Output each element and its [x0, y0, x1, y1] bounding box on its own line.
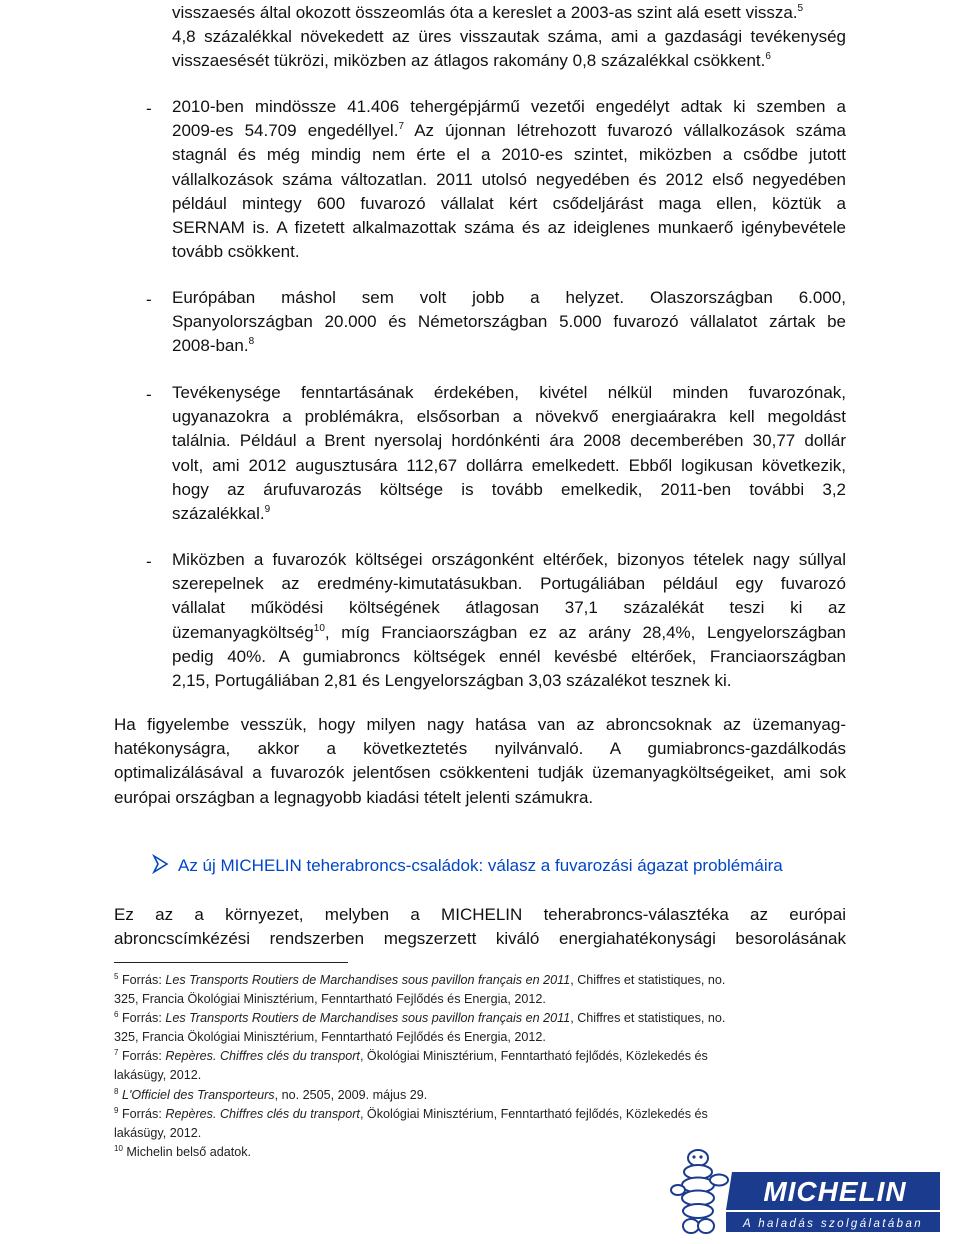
footnote-separator [114, 962, 348, 963]
section-heading: Az új MICHELIN teherabroncs-családok: válasz a fuvarozási ágazat problémáira [178, 856, 783, 875]
logo-tagline-text: A haladás szolgálatában [742, 1218, 924, 1230]
logo-brand-text: MICHELIN [763, 1176, 907, 1207]
bullet-4-line-3: vállalat működési költségének átlagosan 37,1 százalékát teszi ki az [172, 598, 846, 618]
footnote-ref-7[interactable]: 7 [398, 121, 404, 133]
bullet-3-line-5: hogy az árufuvarozás költsége is tovább emelkedik, 2011-ben további 3,2 [172, 479, 846, 499]
bullet-2-line-1: Európában máshol sem volt jobb a helyzet. Olaszországban 6.000, [172, 288, 846, 307]
intro-paragraph [172, 1, 846, 74]
arrow-bullet-icon [152, 853, 170, 875]
footnote-ref-9[interactable]: 9 [264, 504, 271, 516]
footnote-10: $^{10}$ Michelin belső adatok. [114, 1144, 252, 1159]
bullet-2-paragraph: Európában máshol sem volt jobb a helyzet. Olaszországban 6.000, Spanyolországban 20.000 és Németországban 5.000 fuvarozó vállalatot zártak be 2008-ban.$^8$ [172, 288, 846, 356]
bullet-1-line-4: vállalkozások száma változatlan. 2011 utolsó negyedében és 2012 első negyedében [172, 169, 846, 189]
intro-line-2: 4,8 százalékkal növekedett az üres visszautak száma, ami a gazdasági tevékenység [172, 27, 846, 47]
bullet-1-line-1: 2010-ben mindössze 41.406 tehergépjármű vezetői engedélyt adtak ki szemben a [172, 97, 846, 116]
bullet-1-line-3: stagnál és még mindig nem érte el a 2010-es szintet, miközben a csődbe jutott [172, 145, 846, 165]
bullet-1-line-7: tovább csökkent. [172, 242, 300, 262]
bullet-1-paragraph: 2010-ben mindössze 41.406 tehergépjármű vezetői engedélyt adtak ki szemben a 2009-es 54.709 engedéllyel.$^7$ Az újonnan létrehozott fuvarozó vállalkozások száma stagnál és még mindig nem érte el a 2010-es szintet, miközben a csődbe jutott vállalkozások száma változatlan. 2011 utolsó negyedében és 2012 első negyedében például mintegy 600 fuvarozó vállalat kért csődeljárást maga ellen, köztük a SERNAM is. A fizetett alkalmazottak száma és az ideiglenes munkaerő igénybevétele tovább csökkent. [172, 95, 846, 264]
footnote-9: $^9$ Forrás: Repères. Chiffres clés du transport, Ökológiai Minisztérium, Fenntartható fejlődés, Közlekedés és lakásügy, 2012. [114, 1106, 708, 1140]
closing-paragraph [114, 903, 846, 951]
bullet-3-line-1: Tevékenysége fenntartásának érdekében, kivétel nélkül minden fuvarozónak, [172, 383, 846, 402]
footnote-ref-6[interactable]: 6 [765, 51, 771, 63]
bullet-4-paragraph: Miközben a fuvarozók költségei országonként eltérőek, bizonyos tételek nagy súllyal szerepelnek az eredmény-kimutatásukban. Portugáliában például egy fuvarozó vállalat működési költségének átlagosan 37,1 százalékát teszi ki az üzemanyagköltség$^{10}$, míg Franciaországban ez az arány 28,4%, Lengyelországban pedig 40%. A gumiabroncs költségek ennél kevésbé eltérőek, Franciaországban 2,15, Portugáliában 2,81 és Lengyelországban 3,03 százalékot tesznek ki. [172, 548, 846, 693]
bullet-dash: - [146, 552, 152, 571]
bullet-dash: - [146, 385, 152, 404]
bullet-4-line-6: 2,15, Portugáliában 2,81 és Lengyelországban 3,03 százalékot tesznek ki. [172, 671, 732, 691]
conclusion-line-2: hatékonyságra, akkor a következtetés nyilvánvaló. A gumiabroncs-gazdálkodás [114, 739, 846, 759]
conclusion-line-1: Ha figyelembe vesszük, hogy milyen nagy hatása van az abroncsoknak az üzemanyag- [114, 715, 846, 734]
bullet-1-line-6: SERNAM is. A fizetett alkalmazottak száma és az ideiglenes munkaerő igénybevétele [172, 218, 846, 238]
conclusion-line-3: optimalizálásával a fuvarozók jelentősen csökkenteni tudják üzemanyagköltségeiket, ami sok [114, 763, 846, 783]
closing-line-1: Ez az a környezet, melyben a MICHELIN teherabroncs-választéka az európai [114, 905, 846, 924]
bullet-1-line-5: például mintegy 600 fuvarozó vállalat kért csődeljárást maga ellen, köztük a [172, 193, 846, 213]
conclusion-paragraph [114, 713, 846, 810]
bullet-2-line-2: Spanyolországban 20.000 és Németországban 5.000 fuvarozó vállalatot zártak be [172, 312, 846, 332]
footnote-8: $^8$ L'Officiel des Transporteurs, no. 2505, 2009. május 29. [114, 1087, 428, 1102]
bullet-dash: - [146, 290, 152, 309]
footnote-ref-8[interactable]: 8 [248, 336, 255, 348]
bibendum-icon [671, 1150, 728, 1233]
bullet-dash: - [146, 99, 152, 118]
intro-line-3: visszaesését tükrözi, miközben az átlagos rakomány 0,8 százalékkal csökkent. [172, 51, 766, 71]
conclusion-line-4: európai országban a legnagyobb kiadási tételt jelenti számukra. [114, 787, 594, 807]
bullet-3-line-4: volt, ami 2012 augusztusára 112,67 dollárra emelkedett. Ebből logikusan következik, [172, 455, 846, 475]
bullet-3-paragraph: Tevékenysége fenntartásának érdekében, kivétel nélkül minden fuvarozónak, ugyanazokra a problémákra, elsősorban a növekvő energiaárakra kell megoldást találnia. Például a Brent nyersolaj hordónkénti ára 2008 decemberében 30,77 dollár volt, ami 2012 augusztusára 112,67 dollárra emelkedett. Ebből logikusan következik, hogy az árufuvarozás költsége is tovább emelkedik, 2011-ben további 3,2 százalékkal.$^9$ [172, 383, 846, 524]
bullet-3-line-2: ugyanazokra a problémákra, elsősorban a növekvő energiaárakra kell megoldást [172, 407, 846, 427]
footnote-7: $^7$ Forrás: Repères. Chiffres clés du transport, Ökológiai Minisztérium, Fenntartható fejlődés, Közlekedés és lakásügy, 2012. [114, 1048, 708, 1082]
bullet-4-line-2: szerepelnek az eredmény-kimutatásukban. Portugáliában például egy fuvarozó [172, 574, 846, 594]
bullet-4-line-1: Miközben a fuvarozók költségei országonként eltérőek, bizonyos tételek nagy súllyal [172, 550, 846, 569]
footnote-5: $^5$ Forrás: Les Transports Routiers de Marchandises sous pavillon français en 2011, Chiffres et statistiques, no. 325, Francia Ökológiai Minisztérium, Fenntartható Fejlődés és Energia, 2012. [114, 972, 726, 1006]
closing-line-2: abroncscímkézési rendszerben megszerzett kiváló energiahatékonysági besorolásának [114, 929, 846, 949]
footnote-ref-10[interactable]: 10 [313, 622, 325, 634]
bullet-3-line-3: találnia. Például a Brent nyersolaj hordónkénti ára 2008 decemberében 30,77 dollár [172, 431, 846, 451]
bullet-4-line-5: pedig 40%. A gumiabroncs költségek ennél kevésbé eltérőek, Franciaországban [172, 646, 846, 666]
footnote-6: $^6$ Forrás: Les Transports Routiers de Marchandises sous pavillon français en 2011, Chiffres et statistiques, no. 325, Francia Ökológiai Minisztérium, Fenntartható Fejlődés és Energia, 2012. [114, 1010, 726, 1044]
intro-line-1: visszaesés által okozott összeomlás óta a kereslet a 2003-as szint alá esett vissza. [172, 3, 798, 22]
michelin-logo [670, 1140, 940, 1244]
footnote-ref-5[interactable]: 5 [797, 3, 804, 14]
